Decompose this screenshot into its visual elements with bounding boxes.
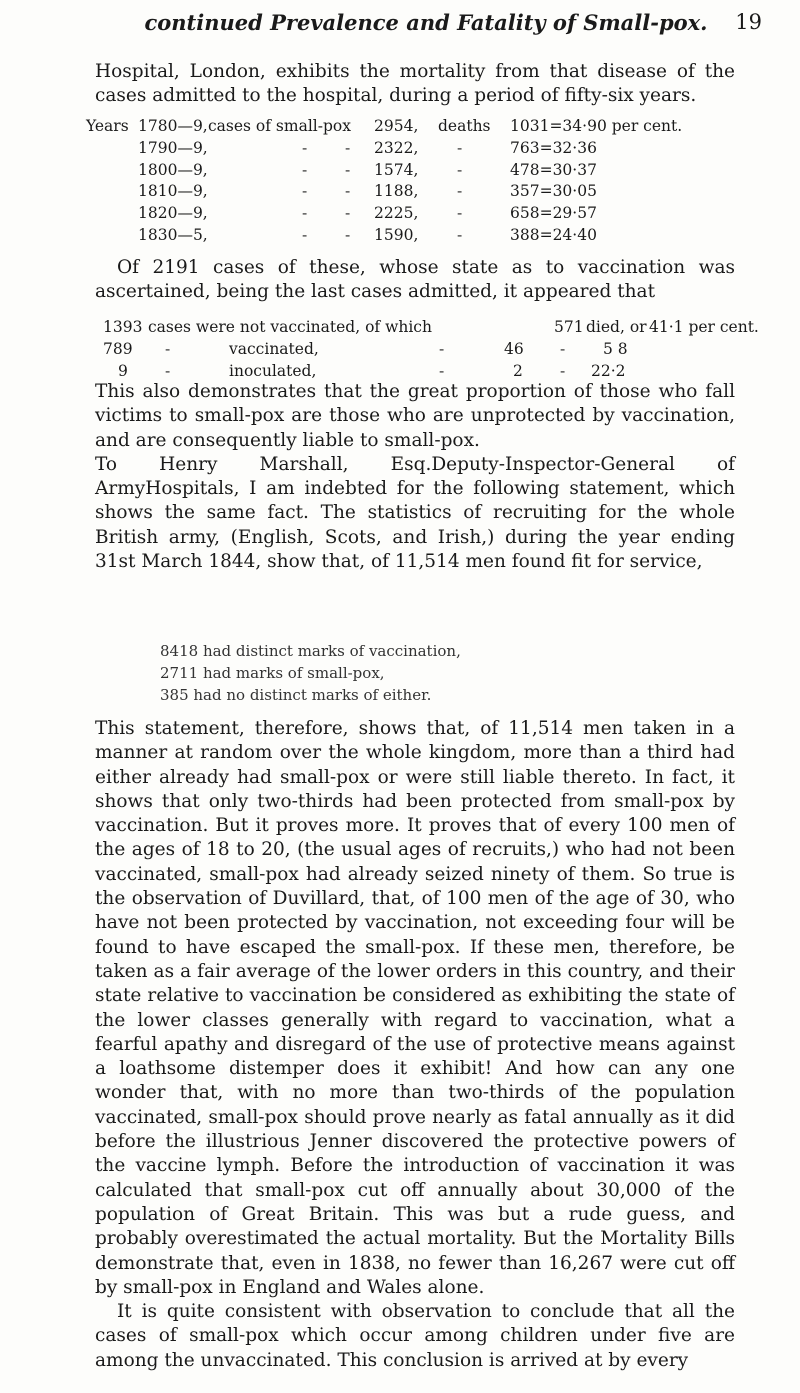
cases-count: 2954, [374, 117, 419, 135]
table-row: 1790—9, - - 2322, - 763=32·36 [112, 138, 732, 160]
table-row: 9 - inoculated, - 2 - 22·2 [118, 361, 626, 380]
paragraph-marshall: To Henry Marshall, Esq.Deputy-Inspector-General of ArmyHospitals, I am indebted for the following statement, which shows the same fact. The statistics of recruiting for the whole British army, (English, Scots, and Irish,) during the year ending 31st March 1844, show that, of 11,514 men found fit for service, [95, 453, 735, 573]
vaccination-status: cases were not vaccinated, of which [148, 318, 432, 336]
list-item: 8418 had distinct marks of vaccination, [160, 642, 461, 660]
years-prefix: Years [86, 117, 129, 135]
period: 1830—5, [138, 225, 208, 244]
mortality-rate: 22·2 [591, 361, 626, 380]
deaths-rate: 357=30·05 [510, 182, 597, 201]
list-item: 385 had no distinct marks of either. [160, 686, 432, 704]
deaths-rate: 763=32·36 [510, 138, 597, 157]
deaths-rate: 658=29·57 [510, 204, 597, 223]
period: 1800—9, [138, 160, 208, 179]
deaths-rate: 388=24·40 [510, 225, 597, 244]
table-row: 789 - vaccinated, - 46 - 5 8 [103, 339, 628, 358]
vaccination-intro: Of 2191 cases of these, whose state as to vaccination was ascertained, being the last cases admitted, it appeared that [95, 257, 735, 303]
recruit-marks-list [160, 640, 461, 706]
died-label: died, or [586, 318, 647, 336]
intro-paragraph-block [95, 60, 735, 109]
vaccination-status: vaccinated, [229, 339, 319, 358]
deaths-label: deaths [438, 117, 491, 135]
vaccination-status: inoculated, [229, 361, 317, 380]
cases-count: 1574, [374, 160, 419, 179]
body-paragraphs-2 [95, 717, 735, 1373]
running-title: continued Prevalence and Fatality of Small-pox. [144, 10, 708, 35]
cases-count: 1590, [374, 225, 419, 244]
period: 1780—9, [138, 117, 208, 135]
hospital-mortality-table [86, 116, 732, 247]
died-count: 46 [504, 339, 524, 358]
died-count: 2 [513, 361, 523, 380]
vaccination-intro-block [95, 256, 735, 305]
table-row [103, 316, 759, 338]
paragraph-statement: This statement, therefore, shows that, of 11,514 men taken in a manner at random over the whole kingdom, more than a third had either already had small-pox or were still liable thereto. In fact, it shows that only two-thirds had been protected from small-pox by vaccination. But it proves more. It proves that of every 100 men of the ages of 18 to 20, (the usual ages of recruits,) who had not been vaccinated, small-pox had already seized ninety of them. So true is the observation of Duvillard, that, of 100 men of the age of 30, who have not been protected by vaccination, not exceeding four will be found to have escaped the small-pox. If these men, therefore, be taken as a fair average of the lower orders in this country, and their state relative to vaccination be considered as exhibiting the state of the lower classes generally with regard to vaccination, what a fearful apathy and disregard of the use of protective means against a loathsome distemper does it exhibit! And how can any one wonder that, with no more than two-thirds of the population vaccinated, small-pox should prove nearly as fatal annually as it did before the illustrious Jenner discovered the protective powers of the vaccine lymph. Before the introduction of vaccination it was calculated that small-pox cut off annually about 30,000 of the population of Great Britain. This was but a rude guess, and probably overestimated the actual mortality. But the Mortality Bills demonstrate that, even in 1838, no fewer than 16,267 were cut off by small-pox in England and Wales alone. [95, 718, 735, 1298]
page-number: 19 [735, 10, 762, 34]
table-row: 1800—9, - - 1574, - 478=30·37 [112, 160, 732, 182]
list-item: 2711 had marks of small-pox, [160, 664, 385, 682]
paragraph-conclusion: It is quite consistent with observation to conclude that all the cases of small-pox which occur among children under five are among the unvaccinated. This conclusion is arrived at by every [95, 1301, 735, 1371]
table-row: 1810—9, - - 1188, - 357=30·05 [112, 181, 732, 203]
table-row: 1830—5, - - 1590, - 388=24·40 [112, 225, 732, 247]
intro-paragraph: Hospital, London, exhibits the mortality from that disease of the cases admitted to the hospital, during a period of fifty-six years. [95, 61, 735, 107]
died-count: 571 [554, 318, 584, 336]
period: 1790—9, [138, 138, 208, 157]
case-count: 1393 [103, 318, 143, 336]
deaths-rate: 1031=34·90 per cent. [510, 117, 683, 135]
vaccination-status-table [103, 316, 759, 381]
body-paragraphs-1 [95, 380, 735, 574]
page-header [90, 10, 762, 46]
mortality-rate: 5 8 [603, 339, 628, 358]
cases-count: 2225, [374, 204, 419, 223]
mortality-rate: 41·1 per cent. [649, 318, 759, 336]
table-row: 1820—9, - - 2225, - 658=29·57 [112, 203, 732, 225]
case-count: 9 [118, 361, 128, 380]
table-row-first [86, 116, 732, 138]
period: 1820—9, [138, 204, 208, 223]
cases-count: 1188, [374, 182, 419, 201]
period: 1810—9, [138, 182, 208, 201]
case-count: 789 [103, 339, 133, 358]
paragraph-demonstrates: This also demonstrates that the great proportion of those who fall victims to small-pox are those who are unprotected by vaccination, and are consequently liable to small-pox. [95, 381, 735, 451]
cases-label: cases of small-pox [208, 117, 351, 135]
cases-count: 2322, [374, 138, 419, 157]
deaths-rate: 478=30·37 [510, 160, 597, 179]
